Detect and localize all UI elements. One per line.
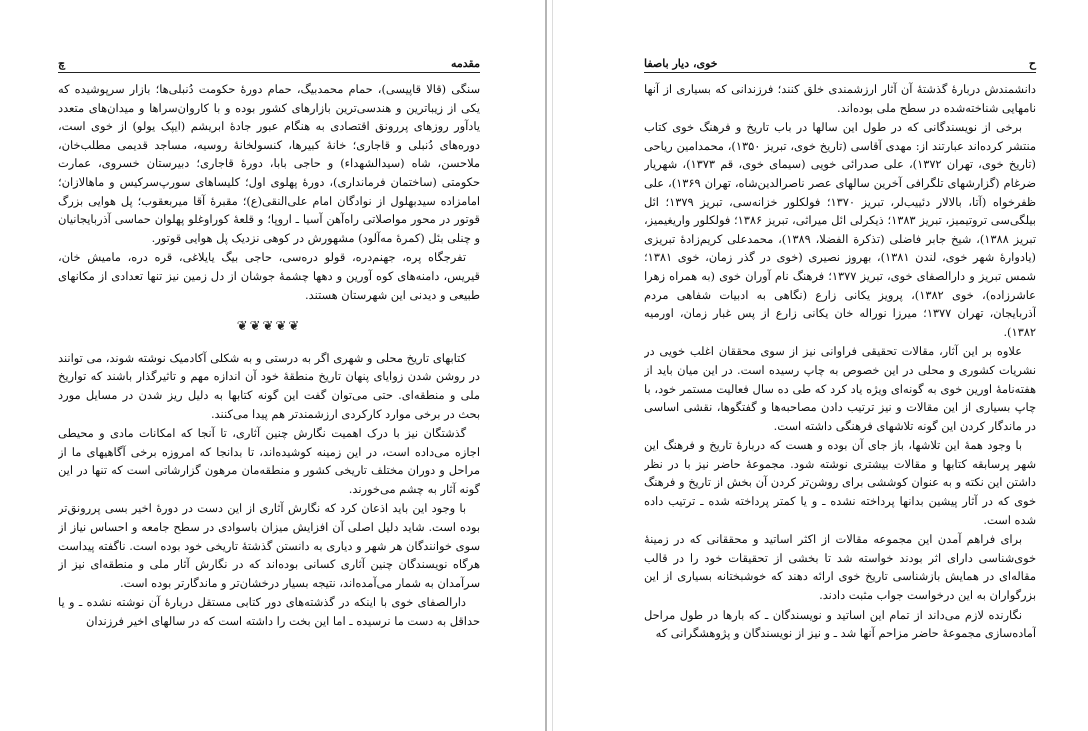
left-page-header — [58, 50, 480, 73]
paragraph: نگارنده لازم می‌داند از تمام این اساتید و نویسندگان ـ که بارها در طول مراحل آماده‌سازی مجموعهٔ حاضر مزاحم آنها شد ـ و نیز از نویسندگان و پژوهشگرانی که — [644, 607, 1036, 641]
paragraph: با وجود این باید اذعان کرد که نگارش آثاری از این دست در دورهٔ اخیر بسی پررونق‌تر بوده است. شاید دلیل اصلی آن افزایش میزان باسوادی در سطح جامعه و احساس نیاز از سوی خوانندگان هر شهر و دیاری به دانستن گذشتهٔ تاریخی خود بوده است. ناگفته پیداست هرگاه نویسندگان چنین آثاری کسانی بوده‌اند که در نگارش آثار ملی و منطقه‌ای نیز از سرآمدان به شمار می‌آمده‌اند، نتیجه بسیار درخشان‌تر و ماندگارتر بوده است. — [58, 501, 480, 590]
running-head-title: مقدمه — [450, 57, 480, 70]
left-page — [0, 0, 540, 731]
paragraph: برای فراهم آمدن این مجموعه مقالات از اکثر اساتید و محققانی که در زمینهٔ خوی‌شناسی دارای اثر بودند خواسته شد تا بخشی از تحقیقات خود را در قالب مقاله‌ای در همایش بازشناسی تاریخ خوی ارائه دهند که خوشبختانه بسیاری از این بزرگواران به این درخواست جواب مثبت دادند. — [644, 532, 1036, 603]
paragraph: دانشمندش دربارهٔ گذشتهٔ آن آثار ارزشمندی خلق کنند؛ فرزندانی که بسیاری از آنها نامهایی شناخته‌شده در سطح ملی بوده‌اند. — [644, 82, 1036, 115]
paragraph: سنگی (قالا قاپیسی)، حمام محمدبیگ، حمام دورهٔ حکومت دُنبلی‌ها؛ بازار سرپوشیده که یکی از زیباترین و هندسی‌ترین بازارهای کشور بوده و با کاروان‌سراها و میدان‌های متعدد یادآور روزهای پررونق اقتصادی به هنگام عبور جادهٔ ابریشم (ایپک یولو) از خوی است، دوره‌های دُنبلی و قاجاری؛ خانهٔ کبیرها، کنسولخانهٔ روسیه، مساجد قدیمی مطلب‌خان، ملاحسن، شاه (سیدالشهداء) و حاجی بابا، دورهٔ قاجاری؛ دبیرستان خسروی، عمارت حکومتی (ساختمان فرمانداری)، دورهٔ پهلوی اول؛ کلیساهای سورپ‌سرکیس و ماهالازان؛ امامزاده سیدبهلول از نوادگان امام علی‌النقی(ع)؛ مقبرهٔ آقا میربعقوب؛ پل هوایی بزرگ قوتور در محور مواصلاتی راه‌آهن آسیا ـ اروپا؛ و قلعهٔ کوراوغلو پهلوان حماسی آذربایجانیان و چنلی بئل (کمرهٔ مه‌آلود) مشهورش در کوهی نزدیک پل هوایی قوتور. — [58, 82, 480, 245]
page-number-letter: چ — [58, 57, 66, 70]
page-number-letter: ح — [1028, 57, 1036, 70]
right-page-header — [644, 50, 1036, 73]
book-spine — [545, 0, 547, 731]
paragraph: علاوه بر این آثار، مقالات تحقیقی فراوانی نیز از سوی محققان اغلب خویی در نشریات کشوری و محلی در این خصوص به چاپ رسیده است. در این میان باید از هفته‌نامهٔ اورین خوی به گونه‌ای ویژه یاد کرد که طی ده سال فعالیت مستمر خود، با چاپ بسیاری از این مقالات و نیز ترتیب دادن مصاحبه‌ها و گفتگوها، نقشی اساسی در ماندگار کردن این گونه تلاشهای فرهنگی داشته است. — [644, 344, 1036, 433]
right-page — [548, 0, 1088, 731]
paragraph: برخی از نویسندگانی که در طول این سالها در باب تاریخ و فرهنگ خوی کتاب منتشر کرده‌اند عبارتند از: مهدی آقاسی (تاریخ خوی، تبریز ۱۳۵۰)، محمدامین ریاحی (تاریخ خوی، تهران ۱۳۷۲)، علی صدرائی خویی (سیمای خوی، قم ۱۳۷۳)، شهریار ضرغام (گزارشهای تلگرافی آخرین سالهای عصر ناصرالدین‌شاه، تهران ۱۳۶۹)، علی ظفرخواه (آتا، بالالار دئییب‌لر، تبریز ۱۳۷۰؛ فولکلور خزانه‌سی، تبریز ۱۳۷۹؛ ائل بیلگی‌سی تروتیمیز، تبریز ۱۳۸۳؛ ذیکرلی ائل میراثی، تبریز ۱۳۸۶؛ فولکلور واریغیمیز، تبریز ۱۳۸۸)، شیخ جابر فاضلی (تذکرة الفضلا، ۱۳۸۹)، محمدعلی کریم‌زادهٔ تبریزی (یادوارهٔ شهر خوی، لندن ۱۳۸۱)، بهروز نصیری (خوی در گذر زمان، خوی ۱۳۸۱؛ شمس تبریز و دارالصفای خوی، تبریز ۱۳۷۷؛ فرهنگ نام آوران خوی (به همراه زهرا عاشرزاده)، خوی ۱۳۸۲)، پرویز یکانی زارع (نگاهی به ادبیات شفاهی مردم آذربایجان، تهران ۱۳۷۷؛ میرزا نوراله خان یکانی زارع از پس غبار زمان، اورمیه ۱۳۸۲). — [644, 120, 1036, 339]
paragraph: دارالصفای خوی با اینکه در گذشته‌های دور کتابی مستقل دربارهٔ آن نوشته نشده ـ و یا حداقل به دست ما نرسیده ـ اما این بخت را داشته است که در سالهای اخیر فرزندان — [58, 595, 480, 629]
right-page-body — [644, 80, 1036, 731]
section-ornament: ❦❦❦❦❦ — [236, 319, 302, 335]
running-head-title: خوی، دیار باصفا — [644, 57, 718, 70]
paragraph: کتابهای تاریخ محلی و شهری اگر به درستی و به شکلی آکادمیک نوشته شوند، می توانند در روشن شدن زوایای پنهان تاریخ منطقهٔ خود آن اندازه مهم و تاثیرگذار باشند که تواریخ ملی و منطقه‌ای. حتی می‌توان گفت این گونه کتابها به دلیل ریز شدن در مسایل مورد بحث در برخی موارد کارکردی ارزشمندتر هم پیدا می‌کنند. — [58, 350, 480, 421]
left-page-body — [58, 80, 480, 731]
paragraph: با وجود همهٔ این تلاشها، باز جای آن بوده و هست که دربارهٔ تاریخ و فرهنگ این شهر پرسابقه کتابها و مقالات بیشتری نوشته شود. مجموعهٔ حاضر نیز با در نظر داشتن این نکته و به عنوان کوششی برای روشن‌تر کردن آن بخش از تاریخ و فرهنگ خوی که در آثار پیشین بدانها پرداخته نشده ـ و یا کمتر پرداخته شده ـ ترتیب داده شده است. — [644, 438, 1036, 527]
paragraph: تفرجگاه پره، جهنم‌دره، قولو دره‌سی، حاجی بیگ یایلاغی، قره دره، مامیش خان، قیریس، دامنه‌های کوه آورین و دهها چشمهٔ جوشان از دل زمین نیز تنها تعدادی از مکانهای طبیعی و دیدنی این شهرستان هستند. — [58, 250, 480, 302]
paragraph: گذشتگان نیز با درک اهمیت نگارش چنین آثاری، تا آنجا که امکانات مادی و محیطی اجازه می‌داده است، در این زمینه کوشیده‌اند، تا بدانجا که امروزه برخی آگاهیهای ما از مراحل و دوران مختلف تاریخی کشور و منطقه‌مان مرهون گزارشاتی است که تنها در این گونه آثار به چشم می‌خورند. — [58, 426, 480, 496]
